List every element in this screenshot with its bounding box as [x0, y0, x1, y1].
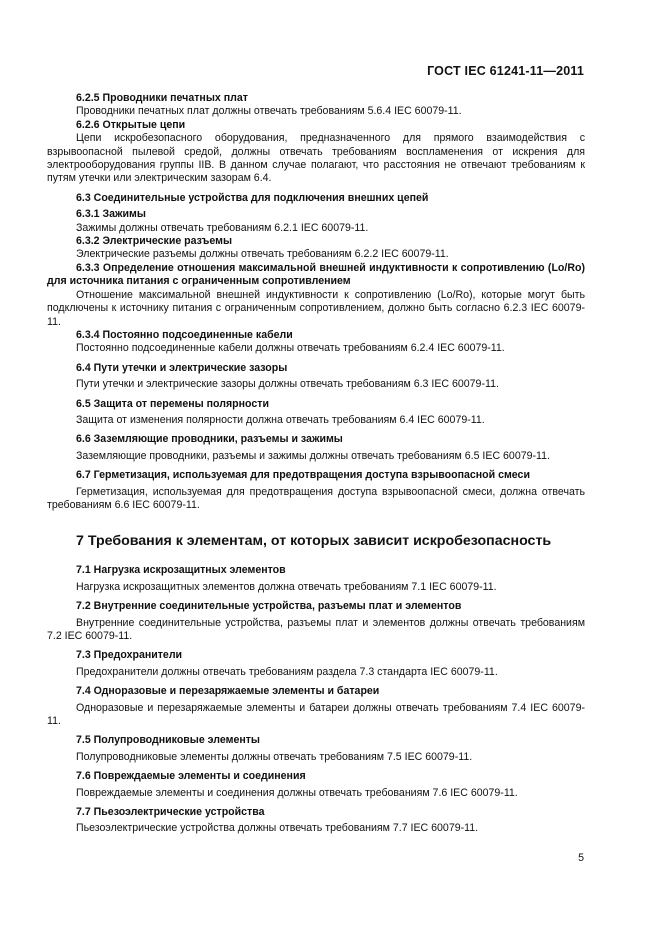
section-heading: 6.3 Соединительные устройства для подключения внешних цепей — [76, 191, 429, 204]
paragraph: Пути утечки и электрические зазоры должны отвечать требованиям 6.3 IEC 60079-11. — [76, 378, 499, 391]
paragraph: Пьезоэлектрические устройства должны отвечать требованиям 7.7 IEC 60079-11. — [76, 822, 479, 835]
paragraph: Проводники печатных плат должны отвечать требованиям 5.6.4 IEC 60079-11. — [76, 105, 462, 118]
paragraph: Герметизация, используемая для предотвращения доступа взрывоопасной смеси, должна отвечать требованиям 6.6 IEC 60079-11. — [47, 485, 585, 511]
document-body — [47, 92, 585, 836]
paragraph: Внутренние соединительные устройства, разъемы плат и элементов должны отвечать требованиям 7.2 IEC 60079-11. — [47, 616, 585, 642]
paragraph: Цепи искробезопасного оборудования, предназначенного для прямого взаимодействия с взрывоопасной пылевой средой, должны отвечать требованиям воспламенения от искрения для электрооборудования группы IIB. В данном случае полагают, что расстояния не отвечают требованиям к путям утечки или электрическим зазорам 6.4. — [47, 132, 585, 185]
section-heading: 6.5 Защита от перемены полярности — [76, 397, 269, 410]
section-heading: 7.4 Одноразовые и перезаряжаемые элементы и батареи — [76, 685, 380, 698]
paragraph: Одноразовые и перезаряжаемые элементы и батареи должны отвечать требованиям 7.4 IEC 60079-11. — [47, 701, 585, 728]
paragraph: Повреждаемые элементы и соединения должны отвечать требованиям 7.6 IEC 60079-11. — [76, 786, 518, 799]
section-heading: 6.6 Заземляющие проводники, разъемы и зажимы — [76, 433, 343, 446]
section-heading: 7.6 Повреждаемые элементы и соединения — [76, 770, 306, 783]
paragraph: Зажимы должны отвечать требованиям 6.2.1 IEC 60079-11. — [76, 221, 369, 234]
subsection-heading: 6.3.4 Постоянно подсоединенные кабели — [76, 328, 293, 341]
chapter-heading: 7 Требования к элементам, от которых зависит искробезопасность — [76, 533, 552, 550]
subsection-heading: 6.2.6 Открытые цепи — [76, 118, 186, 131]
paragraph: Нагрузка искрозащитных элементов должна отвечать требованиям 7.1 IEC 60079-11. — [76, 580, 497, 593]
paragraph: Полупроводниковые элементы должны отвечать требованиям 7.5 IEC 60079-11. — [76, 750, 473, 763]
subsection-heading: 6.3.2 Электрические разъемы — [76, 235, 233, 248]
section-heading: 7.7 Пьезоэлектрические устройства — [76, 806, 265, 819]
standard-designation: ГОСТ IEC 61241-11—2011 — [427, 64, 584, 78]
paragraph: Предохранители должны отвечать требованиям раздела 7.3 стандарта IEC 60079-11. — [76, 665, 498, 678]
paragraph: Постоянно подсоединенные кабели должны отвечать требованиям 6.2.4 IEC 60079-11. — [76, 342, 505, 355]
section-heading: 7.1 Нагрузка искрозащитных элементов — [76, 564, 286, 577]
section-heading: 6.4 Пути утечки и электрические зазоры — [76, 361, 288, 374]
section-heading: 6.7 Герметизация, используемая для предотвращения доступа взрывоопасной смеси — [76, 469, 530, 482]
paragraph: Отношение максимальной внешней индуктивности к сопротивлению (Lo/Ro), которые могут быть подключены к источнику питания с ограниченным сопротивлением, должно быть согласно 6.2.3 IEC 60079-11. — [47, 288, 585, 328]
subsection-heading: 6.3.3 Определение отношения максимальной внешней индуктивности к сопротивлению (Lo/Ro) для источника питания с ограниченным сопротивлением — [47, 261, 585, 288]
paragraph: Заземляющие проводники, разъемы и зажимы должны отвечать требованиям 6.5 IEC 60079-11. — [76, 449, 550, 462]
paragraph: Электрические разъемы должны отвечать требованиям 6.2.2 IEC 60079-11. — [76, 248, 449, 261]
paragraph: Защита от изменения полярности должна отвечать требованиям 6.4 IEC 60079-11. — [76, 413, 485, 426]
page-number: 5 — [578, 852, 584, 864]
subsection-heading: 6.2.5 Проводники печатных плат — [76, 92, 248, 104]
section-heading: 7.5 Полупроводниковые элементы — [76, 734, 260, 747]
subsection-heading: 6.3.1 Зажимы — [76, 208, 146, 221]
section-heading: 7.2 Внутренние соединительные устройства, разъемы плат и элементов — [76, 600, 462, 613]
section-heading: 7.3 Предохранители — [76, 649, 183, 662]
